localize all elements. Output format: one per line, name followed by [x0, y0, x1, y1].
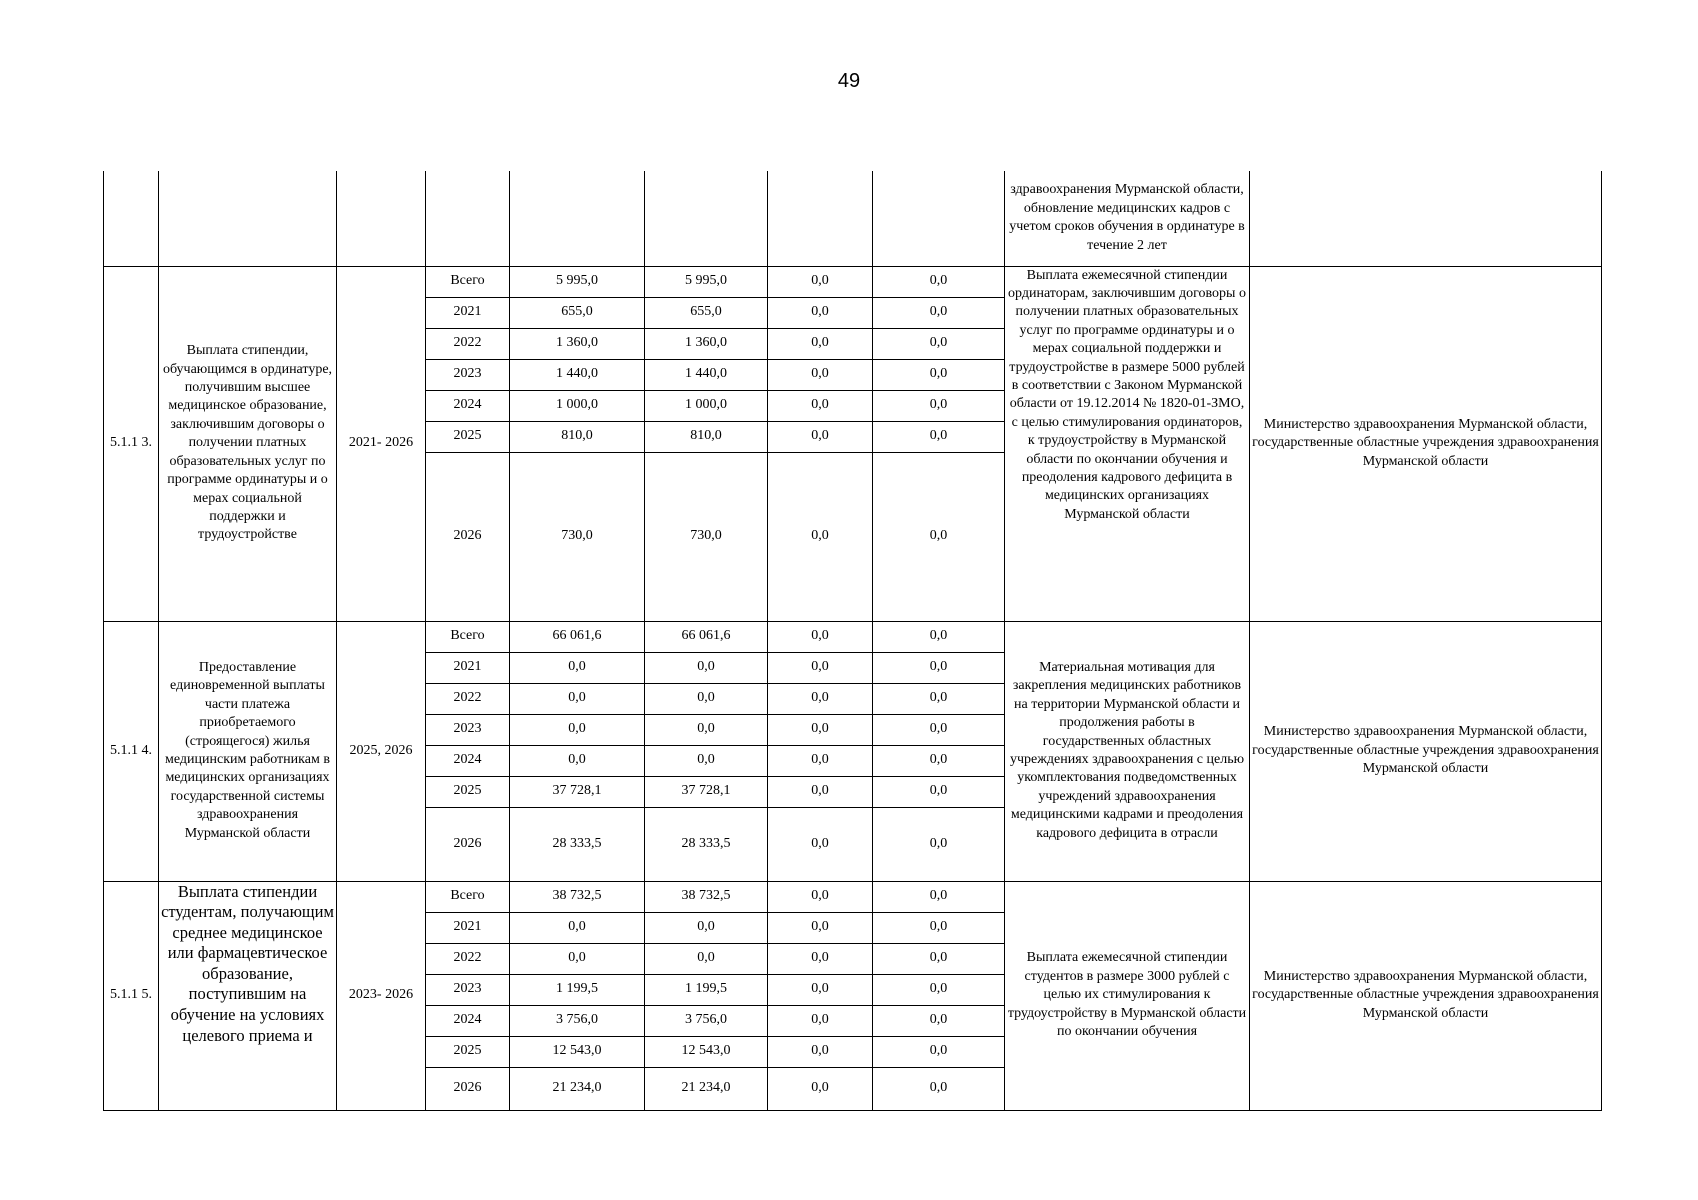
value-cell: 0,0: [510, 943, 645, 974]
value-cell: 0,0: [510, 652, 645, 683]
year-cell: Всего: [426, 621, 510, 652]
year-cell: 2024: [426, 745, 510, 776]
value-cell: 0,0: [645, 652, 768, 683]
period-cell: 2023- 2026: [337, 881, 426, 1110]
value-cell: 0,0: [768, 1036, 873, 1067]
value-cell: 1 360,0: [645, 328, 768, 359]
executor-cell: Министерство здравоохранения Мурманской области, государственные областные учреждения здравоохранения Мурманской области: [1250, 266, 1602, 621]
year-cell: 2022: [426, 683, 510, 714]
name-cell: Выплата стипендии студентам, получающим среднее медицинское или фармацевтическое образование, поступившим на обучение на условиях целевого приема и: [159, 881, 337, 1110]
year-cell: 2023: [426, 714, 510, 745]
year-cell: 2022: [426, 943, 510, 974]
value-cell: 0,0: [873, 745, 1005, 776]
value-cell: 1 199,5: [645, 974, 768, 1005]
value-cell: 0,0: [768, 807, 873, 881]
value-cell: 5 995,0: [510, 266, 645, 297]
value-cell: 1 199,5: [510, 974, 645, 1005]
name-cell: [159, 171, 337, 266]
value-cell: 0,0: [768, 714, 873, 745]
code-cell: [104, 171, 159, 266]
value-cell: 0,0: [873, 621, 1005, 652]
year-cell: 2021: [426, 297, 510, 328]
year-cell: 2025: [426, 421, 510, 452]
value-cell: 0,0: [768, 266, 873, 297]
result-cell: Материальная мотивация для закрепления медицинских работников на территории Мурманской области и продолжения работы в государственных областных учреждениях здравоохранения с целью укомплектования подведомственных учреждений здравоохранения медицинскими кадрами и преодоления кадрового дефицита в отрасли: [1005, 621, 1250, 881]
value-cell: 5 995,0: [645, 266, 768, 297]
period-cell: [337, 171, 426, 266]
value-cell: 0,0: [768, 683, 873, 714]
value-cell: 3 756,0: [645, 1005, 768, 1036]
value-cell: 1 440,0: [645, 359, 768, 390]
value-cell: 0,0: [768, 1005, 873, 1036]
value-cell: 28 333,5: [510, 807, 645, 881]
value-cell: 0,0: [768, 621, 873, 652]
value-cell: 66 061,6: [645, 621, 768, 652]
period-cell: 2025, 2026: [337, 621, 426, 881]
value-cell: 38 732,5: [510, 881, 645, 912]
value-cell: 0,0: [873, 1036, 1005, 1067]
value-cell: 0,0: [873, 390, 1005, 421]
value-cell: 0,0: [873, 714, 1005, 745]
value-cell: 0,0: [768, 745, 873, 776]
year-cell: 2024: [426, 1005, 510, 1036]
year-cell: 2025: [426, 776, 510, 807]
code-cell: 5.1.1 4.: [104, 621, 159, 881]
code-cell: 5.1.1 3.: [104, 266, 159, 621]
year-cell: 2024: [426, 390, 510, 421]
table-row: [104, 621, 1602, 652]
value-cell: 28 333,5: [645, 807, 768, 881]
value-cell: 0,0: [645, 745, 768, 776]
executor-cell: [1250, 171, 1602, 266]
value-cell: 0,0: [768, 776, 873, 807]
year-cell: 2023: [426, 359, 510, 390]
value-cell: 0,0: [768, 328, 873, 359]
value-cell: 0,0: [768, 452, 873, 621]
value-cell: 0,0: [768, 881, 873, 912]
year-cell: 2026: [426, 1067, 510, 1110]
year-cell: 2025: [426, 1036, 510, 1067]
value-cell: 0,0: [873, 297, 1005, 328]
executor-cell: Министерство здравоохранения Мурманской области, государственные областные учреждения здравоохранения Мурманской области: [1250, 881, 1602, 1110]
value-cell: 0,0: [768, 652, 873, 683]
value-cell: 0,0: [768, 912, 873, 943]
value-cell: 12 543,0: [510, 1036, 645, 1067]
value-cell: 810,0: [510, 421, 645, 452]
value-cell: 0,0: [873, 974, 1005, 1005]
table-row: [104, 266, 1602, 297]
value-cell: 0,0: [768, 421, 873, 452]
value-cell: 21 234,0: [645, 1067, 768, 1110]
year-cell: 2021: [426, 912, 510, 943]
value-cell: 0,0: [873, 943, 1005, 974]
continuation-row: [104, 171, 1602, 266]
name-cell: Предоставление единовременной выплаты части платежа приобретаемого (строящегося) жилья медицинским работникам в медицинских организациях государственной системы здравоохранения Мурманской области: [159, 621, 337, 881]
page-number: 49: [837, 70, 861, 92]
value-cell: 810,0: [645, 421, 768, 452]
value-cell: 730,0: [510, 452, 645, 621]
value-cell: 0,0: [768, 297, 873, 328]
year-cell: 2026: [426, 452, 510, 621]
result-cell: здравоохранения Мурманской области, обновление медицинских кадров с учетом сроков обучения в ординатуре в течение 2 лет: [1005, 171, 1250, 266]
value-cell: 12 543,0: [645, 1036, 768, 1067]
value-cell: 0,0: [645, 714, 768, 745]
value-cell: 1 360,0: [510, 328, 645, 359]
value-cell: 0,0: [510, 745, 645, 776]
value-cell: 0,0: [873, 328, 1005, 359]
value-cell: 0,0: [645, 683, 768, 714]
value-cell: 0,0: [873, 776, 1005, 807]
value-cell: 0,0: [645, 912, 768, 943]
year-cell: 2021: [426, 652, 510, 683]
value-cell: 0,0: [768, 359, 873, 390]
value-cell: 37 728,1: [645, 776, 768, 807]
value-cell: 0,0: [768, 1067, 873, 1110]
value-cell: 38 732,5: [645, 881, 768, 912]
period-cell: 2021- 2026: [337, 266, 426, 621]
year-cell: 2026: [426, 807, 510, 881]
value-cell: 0,0: [873, 452, 1005, 621]
value-cell: 0,0: [873, 881, 1005, 912]
value-cell: 0,0: [873, 683, 1005, 714]
value-cell: 3 756,0: [510, 1005, 645, 1036]
value-cell: [768, 171, 873, 266]
year-cell: 2022: [426, 328, 510, 359]
value-cell: 0,0: [873, 1067, 1005, 1110]
code-cell: 5.1.1 5.: [104, 881, 159, 1110]
value-cell: 655,0: [645, 297, 768, 328]
year-cell: 2023: [426, 974, 510, 1005]
value-cell: 0,0: [873, 359, 1005, 390]
table-row: [104, 881, 1602, 912]
value-cell: 66 061,6: [510, 621, 645, 652]
value-cell: 0,0: [768, 943, 873, 974]
value-cell: [873, 171, 1005, 266]
result-cell: Выплата ежемесячной стипендии ординаторам, заключившим договоры о получении платных образовательных услуг по программе ординатуры и о мерах социальной поддержки и трудоустройстве в размере 5000 рублей в соответствии с Законом Мурманской области от 19.12.2014 № 1820-01-ЗМО, с целью стимулирования ординаторов, к трудоустройству в Мурманской области по окончании обучения и преодоления кадрового дефицита в медицинских организациях Мурманской области: [1005, 266, 1250, 621]
value-cell: 0,0: [873, 266, 1005, 297]
value-cell: 1 000,0: [510, 390, 645, 421]
value-cell: 0,0: [510, 714, 645, 745]
year-cell: Всего: [426, 266, 510, 297]
value-cell: 0,0: [873, 1005, 1005, 1036]
value-cell: 655,0: [510, 297, 645, 328]
value-cell: 0,0: [768, 390, 873, 421]
value-cell: 21 234,0: [510, 1067, 645, 1110]
value-cell: 1 440,0: [510, 359, 645, 390]
year-cell: Всего: [426, 881, 510, 912]
value-cell: 0,0: [873, 652, 1005, 683]
value-cell: 0,0: [768, 974, 873, 1005]
executor-cell: Министерство здравоохранения Мурманской области, государственные областные учреждения здравоохранения Мурманской области: [1250, 621, 1602, 881]
value-cell: 1 000,0: [645, 390, 768, 421]
program-activities-table: [103, 171, 1602, 1111]
value-cell: [510, 171, 645, 266]
result-cell: Выплата ежемесячной стипендии студентов в размере 3000 рублей с целью их стимулирования к трудоустройству в Мурманской области по окончании обучения: [1005, 881, 1250, 1110]
value-cell: 37 728,1: [510, 776, 645, 807]
value-cell: 0,0: [873, 912, 1005, 943]
value-cell: 730,0: [645, 452, 768, 621]
value-cell: 0,0: [510, 683, 645, 714]
value-cell: 0,0: [645, 943, 768, 974]
value-cell: 0,0: [873, 807, 1005, 881]
year-cell: [426, 171, 510, 266]
value-cell: 0,0: [873, 421, 1005, 452]
value-cell: 0,0: [510, 912, 645, 943]
name-cell: Выплата стипендии, обучающимся в ординатуре, получившим высшее медицинское образование, заключившим договоры о получении платных образовательных услуг по программе ординатуры и о мерах социальной поддержки и трудоустройстве: [159, 266, 337, 621]
value-cell: [645, 171, 768, 266]
